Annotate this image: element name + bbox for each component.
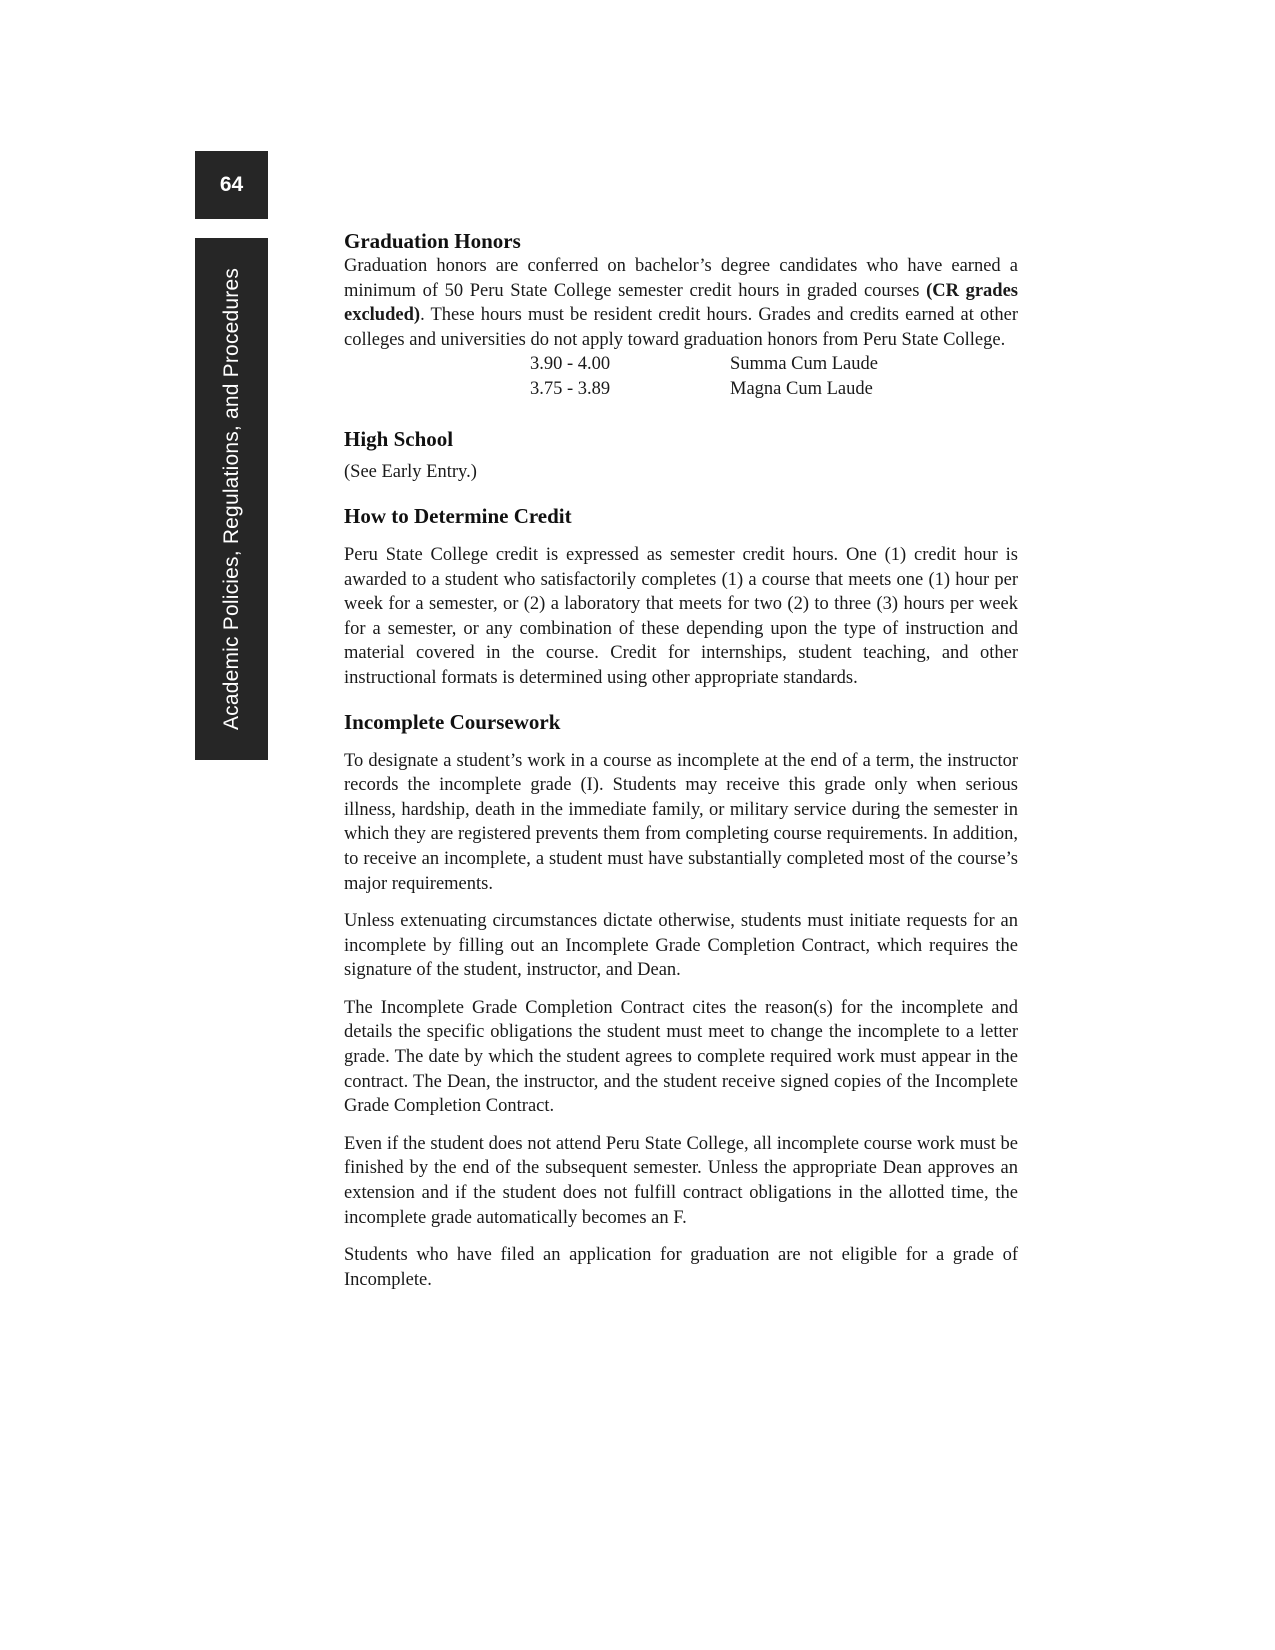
graduation-honors-text-2: . These hours must be resident credit hours. Grades and credits earned at other colleges and universities do not apply toward graduation honors from Peru State College. [344,305,1018,350]
paragraph-high-school: (See Early Entry.) [344,462,477,483]
paragraph-incomplete-5: Students who have filed an application for graduation are not eligible for a grade of Incomplete. [344,1245,1018,1290]
heading-high-school: High School [344,427,454,452]
paragraph-determine-credit: Peru State College credit is expressed as semester credit hours. One (1) credit hour is awarded to a student who satisfactorily completes (1) a course that meets one (1) hour per week for a semester, or (2) a laboratory that meets for two (2) to three (3) hours per week for a semester, or any combination of these depending upon the type of instruction and material covered in the course. Credit for internships, student teaching, and other instructional formats is determined using other appropriate standards. [344,544,1018,688]
section-high-school [344,426,1018,485]
honors-gpa-range: 3.90 - 4.00 [530,354,611,375]
honors-title: Summa Cum Laude [730,354,878,375]
section-graduation-honors [344,228,1018,402]
honors-row [344,352,1018,377]
paragraph-incomplete-3: The Incomplete Grade Completion Contract cites the reason(s) for the incomplete and details the specific obligations the student must meet to change the incomplete to a letter grade. The date by which the student agrees to complete required work must appear in the contract. The Dean, the instructor, and the student receive signed copies of the Incomplete Grade Completion Contract. [344,997,1018,1117]
section-how-to-determine-credit [344,503,1018,691]
heading-incomplete-coursework: Incomplete Coursework [344,709,561,734]
paragraph-incomplete-1: To designate a student’s work in a course as incomplete at the end of a term, the instructor records the incomplete grade (I). Students may receive this grade only when serious illness, hardship, death in the immediate family, or military service during the semester in which they are registered prevents them from completing course requirements. In addition, to receive an incomplete, a student must have substantially completed most of the course’s major requirements. [344,750,1018,894]
honors-row [344,377,1018,402]
page-number-text: 64 [219,173,244,196]
page-number [195,151,268,219]
paragraph-incomplete-4: Even if the student does not attend Peru State College, all incomplete course work must be finished by the end of the subsequent semester. Unless the appropriate Dean approves an extension and if the student does not fulfill contract obligations in the allotted time, the incomplete grade automatically becomes an F. [344,1133,1018,1228]
chapter-side-tab [195,238,268,760]
paragraph-incomplete-2: Unless extenuating circumstances dictate otherwise, students must initiate requests for an incomplete by filling out an Incomplete Grade Completion Contract, which requires the signature of the student, instructor, and Dean. [344,911,1018,981]
honors-gpa-range: 3.75 - 3.89 [530,378,611,399]
honors-table [344,352,1018,402]
heading-how-to-determine-credit: How to Determine Credit [344,503,572,528]
graduation-honors-text-1: Graduation honors are conferred on bachelor’s degree candidates who have earned a minimum of 50 Peru State College semester credit hours in graded courses [344,256,1018,301]
heading-graduation-honors: Graduation Honors [344,229,521,253]
page-content [344,228,1018,1292]
chapter-side-tab-label: Academic Policies, Regulations, and Procedures [219,267,243,731]
paragraph-graduation-honors [344,254,1018,352]
graduation-honors-bold-note: (CR grades excluded) [344,280,1018,326]
honors-title: Magna Cum Laude [730,378,873,399]
section-incomplete-coursework [344,709,1018,1293]
